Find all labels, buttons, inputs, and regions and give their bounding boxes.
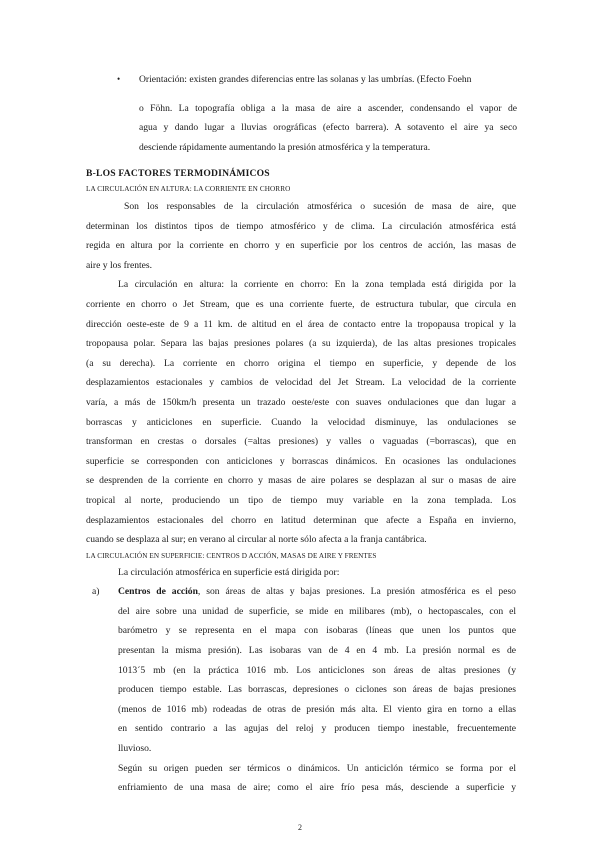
section-title: B-LOS FACTORES TERMODINÁMICOS <box>86 168 270 179</box>
para3-line: La circulación atmosférica en superficie está dirigida por: <box>118 566 340 578</box>
item-a-first-line: , son áreas de altas y bajas presiones. La presión atmosférica es el peso <box>197 586 516 598</box>
bullet-line-4: desciende rápidamente aumentando la presión atmosférica y la temperatura. <box>139 141 431 153</box>
para2-line: superficie se corresponden con anticiclones y borrascas dinámicos. En ocasiones las ondulaciones <box>86 455 516 467</box>
para2-line: desplazamientos estacionales y cambios de velocidad del Jet Stream. La velocidad de la corriente <box>86 377 516 389</box>
item-a-line: lluvioso. <box>118 743 152 755</box>
para2-line: dirección oeste-este de 9 a 11 km. de altitud en el área de contacto entre la tropopausa tropical y la <box>86 318 516 330</box>
para1-line: aire y los frentes. <box>86 259 153 271</box>
list-marker: a) <box>92 586 100 598</box>
para2-line: transforman en crestas o dorsales (=altas presiones) y valles o vaguadas (=borrascas), que en <box>86 436 516 448</box>
para1-line: Son los responsables de la circulación atmosférica o sucesión de masa de aire, que <box>124 201 516 212</box>
item-a-line: (menos de 1016 mb) rodeadas de otras de presión más alta. El viento gira en torno a ellas <box>118 703 516 715</box>
para4-line: Según su origen pueden ser térmicos o dinámicos. Un anticiclón térmico se forma por el <box>118 762 516 774</box>
main-content <box>86 166 516 798</box>
para2-line: (a su derecha). La corriente en chorro origina el tiempo en superficie, y depende de los <box>86 357 516 369</box>
bullet-line-3: agua y dando lugar a lluvias orográficas (efecto barrera). A sotavento el aire ya seco <box>139 122 517 134</box>
term-centros-de-accion: Centros de acción <box>118 586 198 598</box>
para2-line: varía, a más de 150km/h presenta un trazado oeste/este con suaves ondulaciones que dan lugar a <box>86 396 516 408</box>
item-a-line: en sentido contrario a las agujas del reloj y producen tiempo inestable, frecuentemente <box>118 723 516 735</box>
para2-line: desplazamientos estacionales del chorro en latitud determinan que afecte a España en invierno, <box>86 514 516 526</box>
para1-line: determinan los distintos tipos de tiempo atmosférico y de clima. La circulación atmosférica está <box>86 220 516 232</box>
para2-line: tropopausa polar. Separa las bajas presiones polares (a su izquierda), de las altas presiones tropicales <box>86 338 516 350</box>
bullet-line-1: Orientación: existen grandes diferencias entre las solanas y las umbrías. (Efecto Foehn <box>139 74 472 85</box>
subheading-surface-circulation: LA CIRCULACIÓN EN SUPERFICIE: CENTROS D ACCIÓN, MASAS DE AIRE Y FRENTES <box>86 551 377 560</box>
item-a-line: 1013´5 mb (en la práctica 1016 mb. Los anticiclones son áreas de altas presiones (y <box>118 664 516 676</box>
paragraph-origin <box>86 759 516 798</box>
para2-line: borrascas y anticiclones en superficie. Cuando la velocidad disminuye, las ondulaciones se <box>86 416 516 428</box>
para2-line: cuando se desplaza al sur; en verano al circular al norte sólo afecta a la franja cantábrica. <box>86 534 427 546</box>
item-a-line: barómetro y se representa en el mapa con isobaras (líneas que unen los puntos que <box>118 625 516 637</box>
bullet-line-2: o Föhn. La topografía obliga a la masa de aire a ascender, condensando el vapor de <box>139 102 517 114</box>
subheading-jet-stream: LA CIRCULACIÓN EN ALTURA: LA CORRIENTE EN CHORRO <box>86 185 291 193</box>
para4-line: enfriamiento de una masa de aire; como el aire frío pesa más, desciende a superficie y <box>118 782 516 794</box>
page-number: 2 <box>298 823 302 832</box>
para1-line: regida en altura por la corriente en chorro y en superficie por los centros de acción, las masas de <box>86 240 516 252</box>
item-a-line: producen tiempo estable. Las borrascas, depresiones o ciclones son áreas de bajas presiones <box>118 684 516 696</box>
item-a-line: presentan la misma presión). Las isobaras van de 4 en 4 mb. La presión normal es de <box>118 645 516 657</box>
para2-line: La circulación en altura: la corriente en chorro: En la zona templada está dirigida por la <box>118 279 516 291</box>
bullet-item-orientation <box>117 70 517 157</box>
paragraph-intro <box>86 197 516 275</box>
para2-line: se desprenden de la corriente en chorro y masas de aire polares se desplazan al sur o masas de aire <box>86 475 516 487</box>
item-a-line: del aire sobre una unidad de superficie, se mide en milibares (mb), o hectopascales, con el <box>118 605 516 617</box>
para2-line: tropical al norte, produciendo un tipo de tiempo muy variable en la zona templada. Los <box>86 494 516 506</box>
paragraph-jet-stream <box>86 275 516 549</box>
bullet-marker: • <box>117 74 121 84</box>
para2-line: corriente en chorro o Jet Stream, que es una corriente fuerte, de estructura tubular, que circula en <box>86 298 516 310</box>
list-item-centros-de-accion <box>86 582 516 758</box>
paragraph-surface-intro <box>86 563 516 583</box>
